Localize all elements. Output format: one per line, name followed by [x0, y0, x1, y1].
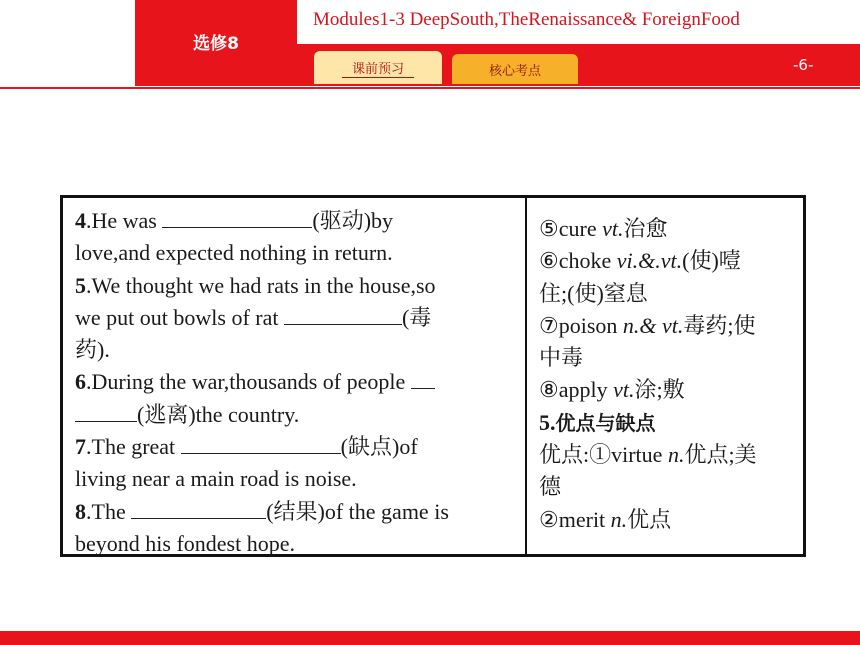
exercise-line: 6.During the war,thousands of people	[75, 366, 515, 398]
vocab-line: 中毒	[539, 345, 584, 371]
exercise-line: 7.The great (缺点)of	[75, 434, 418, 460]
tab-preview-label: 课前预习	[342, 58, 414, 78]
answer-blank[interactable]	[181, 433, 341, 454]
header-divider	[0, 87, 860, 89]
section-label: 选修8	[193, 33, 239, 54]
vocab-line: ⑦poison n.& vt.毒药;使	[539, 312, 756, 338]
vocab-line: ⑧apply vt.涂;敷	[539, 377, 685, 403]
section-label-block	[135, 0, 297, 86]
exercise-line: 药).	[75, 337, 110, 363]
exercise-column	[63, 198, 527, 554]
answer-blank[interactable]	[411, 368, 435, 389]
exercise-line: 5.We thought we had rats in the house,so	[75, 272, 436, 298]
exercise-line: 4.He was (驱动)by	[75, 208, 394, 233]
exercise-line: beyond his fondest hope.	[75, 530, 295, 556]
page-title: Modules1-3 DeepSouth,TheRenaissance& ForeignFood	[313, 9, 740, 30]
exercise-line: living near a main road is noise.	[75, 466, 357, 492]
answer-blank[interactable]	[284, 304, 402, 325]
vocab-line: ⑥choke vi.&.vt.(使)噎	[539, 248, 741, 274]
page-number: -6-	[793, 56, 814, 74]
header-logo-area	[0, 0, 135, 86]
vocab-line: ②merit n.优点	[539, 506, 672, 532]
tab-preview[interactable]	[314, 51, 442, 84]
vocab-heading: 5.优点与缺点	[539, 409, 656, 435]
vocab-line: 优点:①virtue n.优点;美	[539, 442, 757, 468]
vocab-line: ⑤cure vt.治愈	[539, 216, 668, 241]
answer-blank[interactable]	[75, 401, 137, 422]
vocab-line: 住;(使)窒息	[539, 280, 648, 306]
answer-blank[interactable]	[131, 498, 266, 519]
vocab-line: 德	[539, 474, 562, 500]
footer-bar	[0, 631, 860, 645]
exercise-line: 8.The (结果)of the game is	[75, 498, 449, 524]
vocabulary-column	[527, 198, 803, 554]
tab-key-points-label: 核心考点	[488, 63, 541, 79]
exercise-line: we put out bowls of rat (毒	[75, 304, 432, 330]
exercise-table	[60, 195, 806, 557]
exercise-line: love,and expected nothing in return.	[75, 240, 393, 266]
tab-key-points[interactable]	[452, 54, 578, 84]
exercise-line: (逃离)the country.	[75, 399, 515, 431]
answer-blank[interactable]	[162, 207, 312, 228]
